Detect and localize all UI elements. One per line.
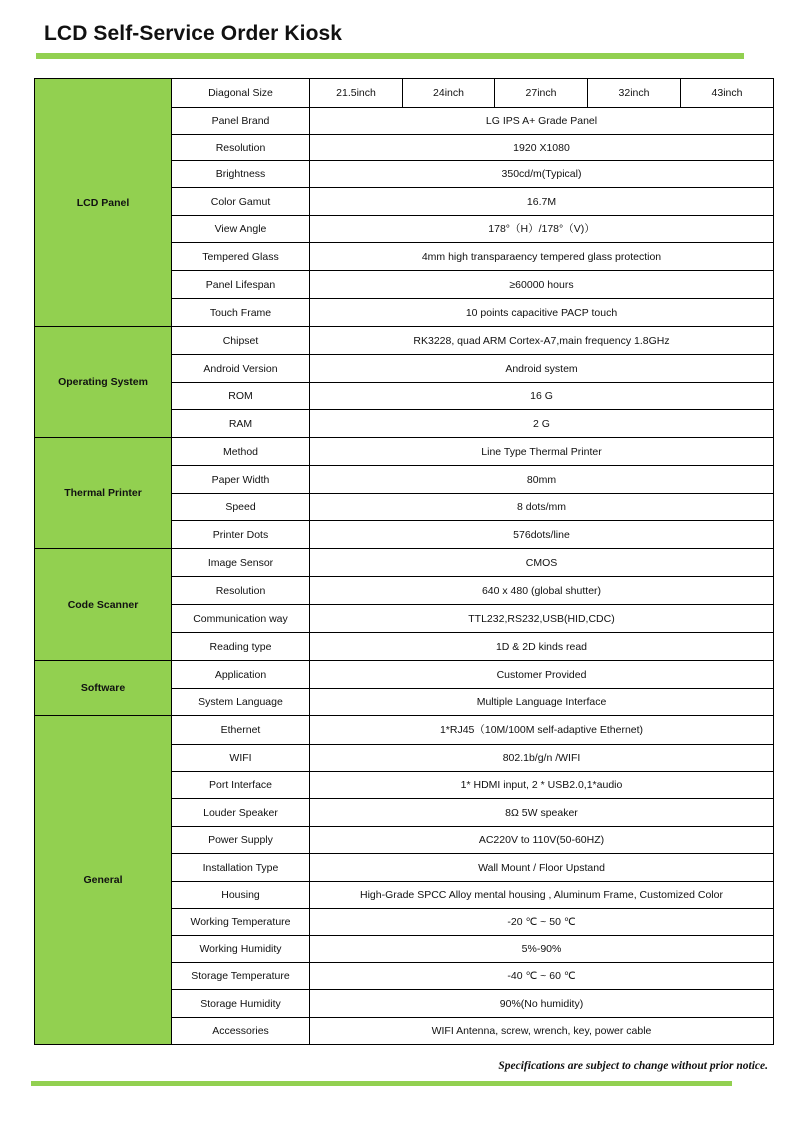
- spec-value: 80mm: [310, 466, 774, 494]
- spec-label: WIFI: [172, 745, 310, 772]
- spec-label: Printer Dots: [172, 521, 310, 549]
- spec-value: High-Grade SPCC Alloy mental housing , Aluminum Frame, Customized Color: [310, 882, 774, 909]
- spec-label: Reading type: [172, 633, 310, 661]
- spec-label: Working Humidity: [172, 936, 310, 963]
- table-row: [35, 661, 774, 689]
- spec-label: View Angle: [172, 216, 310, 243]
- section-category: Thermal Printer: [35, 438, 172, 549]
- spec-label: Louder Speaker: [172, 799, 310, 827]
- spec-value: 1*RJ45（10M/100M self-adaptive Ethernet): [310, 716, 774, 745]
- spec-label: Housing: [172, 882, 310, 909]
- spec-value: 8Ω 5W speaker: [310, 799, 774, 827]
- spec-value: 1* HDMI input, 2 * USB2.0,1*audio: [310, 772, 774, 799]
- footnote: Specifications are subject to change without prior notice.: [498, 1060, 768, 1072]
- spec-value: 16.7M: [310, 188, 774, 216]
- spec-value: -40 ℃ ~ 60 ℃: [310, 963, 774, 990]
- size-option: 27inch: [495, 79, 588, 108]
- spec-label: Method: [172, 438, 310, 466]
- spec-value: 1920 X1080: [310, 135, 774, 161]
- spec-value: Multiple Language Interface: [310, 689, 774, 716]
- spec-label: Application: [172, 661, 310, 689]
- size-option: 32inch: [588, 79, 681, 108]
- spec-value: 576dots/line: [310, 521, 774, 549]
- table-row: [35, 438, 774, 466]
- spec-label: Resolution: [172, 135, 310, 161]
- spec-label: Port Interface: [172, 772, 310, 799]
- spec-value: 16 G: [310, 383, 774, 410]
- title-underline-bar: [36, 53, 744, 59]
- spec-value: RK3228, quad ARM Cortex-A7,main frequency 1.8GHz: [310, 327, 774, 355]
- spec-value: 4mm high transparaency tempered glass protection: [310, 243, 774, 271]
- table-row: [35, 327, 774, 355]
- spec-value: Android system: [310, 355, 774, 383]
- spec-value: ≥60000 hours: [310, 271, 774, 299]
- spec-label: System Language: [172, 689, 310, 716]
- spec-value: Customer Provided: [310, 661, 774, 689]
- spec-value: 802.1b/g/n /WIFI: [310, 745, 774, 772]
- spec-value: 90%(No humidity): [310, 990, 774, 1018]
- spec-label: Paper Width: [172, 466, 310, 494]
- spec-label: Resolution: [172, 577, 310, 605]
- spec-label: RAM: [172, 410, 310, 438]
- spec-label: Brightness: [172, 161, 310, 188]
- spec-label: Panel Brand: [172, 108, 310, 135]
- section-category: General: [35, 716, 172, 1045]
- spec-value: AC220V to 110V(50-60HZ): [310, 827, 774, 854]
- spec-label: Image Sensor: [172, 549, 310, 577]
- spec-value: 5%-90%: [310, 936, 774, 963]
- spec-label: Communication way: [172, 605, 310, 633]
- section-category: Operating System: [35, 327, 172, 438]
- spec-table: [34, 78, 774, 1045]
- spec-value: LG IPS A+ Grade Panel: [310, 108, 774, 135]
- spec-label: Touch Frame: [172, 299, 310, 327]
- spec-label: Android Version: [172, 355, 310, 383]
- spec-value: 178°（H）/178°（V)）: [310, 216, 774, 243]
- spec-value: 10 points capacitive PACP touch: [310, 299, 774, 327]
- spec-label: Speed: [172, 494, 310, 521]
- spec-label: ROM: [172, 383, 310, 410]
- spec-label: Installation Type: [172, 854, 310, 882]
- spec-value: Wall Mount / Floor Upstand: [310, 854, 774, 882]
- spec-label: Tempered Glass: [172, 243, 310, 271]
- spec-value: Line Type Thermal Printer: [310, 438, 774, 466]
- spec-label: Storage Humidity: [172, 990, 310, 1018]
- spec-value: 8 dots/mm: [310, 494, 774, 521]
- spec-value: 2 G: [310, 410, 774, 438]
- spec-value: -20 ℃ ~ 50 ℃: [310, 909, 774, 936]
- table-row: [35, 549, 774, 577]
- spec-label: Chipset: [172, 327, 310, 355]
- spec-label: Color Gamut: [172, 188, 310, 216]
- page-title: LCD Self-Service Order Kiosk: [44, 22, 343, 45]
- spec-label: Accessories: [172, 1018, 310, 1045]
- spec-label: Ethernet: [172, 716, 310, 745]
- section-category: Software: [35, 661, 172, 716]
- table-row: [35, 79, 774, 108]
- footer-bar: [31, 1081, 732, 1086]
- spec-value: 350cd/m(Typical): [310, 161, 774, 188]
- spec-value: 1D & 2D kinds read: [310, 633, 774, 661]
- size-option: 43inch: [681, 79, 774, 108]
- spec-label: Storage Temperature: [172, 963, 310, 990]
- spec-label: Panel Lifespan: [172, 271, 310, 299]
- spec-value: 640 x 480 (global shutter): [310, 577, 774, 605]
- spec-value: TTL232,RS232,USB(HID,CDC): [310, 605, 774, 633]
- spec-value: CMOS: [310, 549, 774, 577]
- section-category: LCD Panel: [35, 79, 172, 327]
- spec-value: WIFI Antenna, screw, wrench, key, power cable: [310, 1018, 774, 1045]
- spec-label: Diagonal Size: [172, 79, 310, 108]
- spec-label: Power Supply: [172, 827, 310, 854]
- size-option: 24inch: [403, 79, 495, 108]
- section-category: Code Scanner: [35, 549, 172, 661]
- table-row: [35, 716, 774, 745]
- spec-label: Working Temperature: [172, 909, 310, 936]
- size-option: 21.5inch: [310, 79, 403, 108]
